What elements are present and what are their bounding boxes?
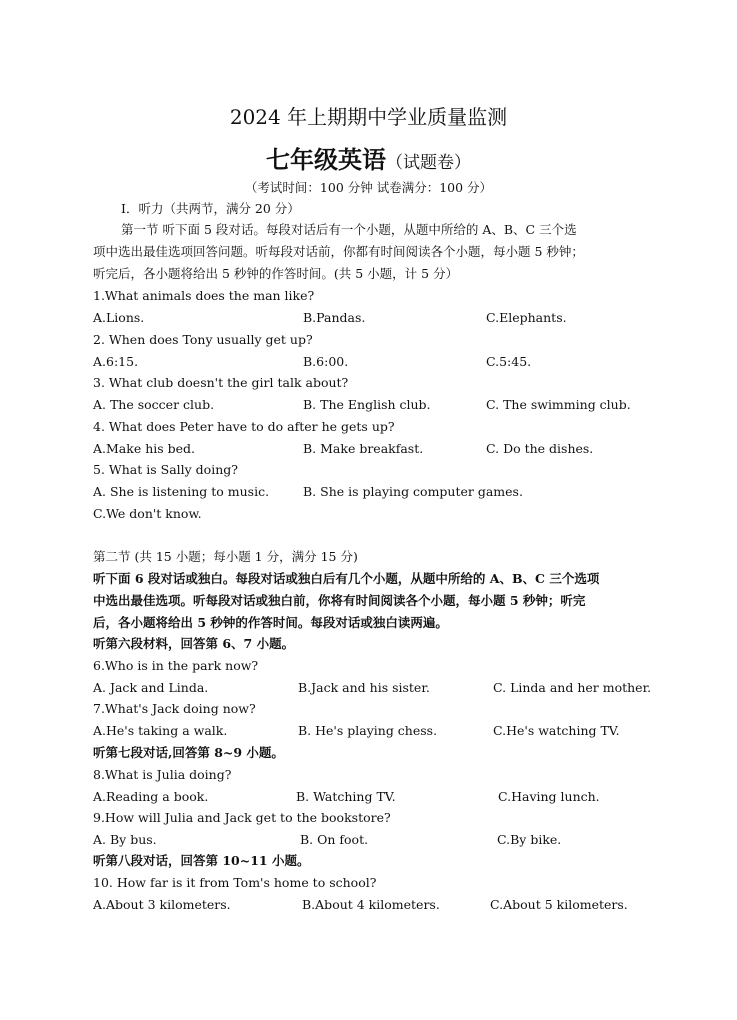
q7-option-c: C.He's watching TV. (493, 723, 620, 738)
question-5: 5. What is Sally doing? (93, 462, 238, 477)
exam-title: 2024 年上期期中学业质量监测 (229, 105, 508, 129)
question-2: 2. When does Tony usually get up? (93, 332, 313, 347)
q5-option-c: C.We don't know. (93, 506, 202, 521)
sec1-intro-line-3: 听完后，各小题将给出 5 秒钟的作答时间。(共 5 小题，计 5 分） (93, 266, 459, 281)
question-4: 4. What does Peter have to do after he gets up? (93, 419, 395, 434)
q5-option-a: A. She is listening to music. (93, 484, 270, 499)
sec2-heading: 第二节 (共 15 小题；每小题 1 分，满分 15 分) (93, 549, 358, 564)
q9-option-c: C.By bike. (497, 832, 562, 847)
q8-option-a: A.Reading a book. (93, 789, 209, 804)
q5-option-b: B. She is playing computer games. (303, 484, 523, 499)
question-8: 8.What is Julia doing? (93, 767, 232, 782)
q1-option-b: B.Pandas. (303, 310, 366, 325)
question-6: 6.Who is in the park now? (93, 658, 259, 673)
part1-heading: I．听力（共两节，满分 20 分） (121, 201, 300, 216)
q10-option-b: B.About 4 kilometers. (302, 897, 440, 912)
exam-info: （考试时间：100 分钟 试卷满分：100 分） (244, 180, 493, 195)
q8-option-b: B. Watching TV. (296, 789, 396, 804)
q10-option-a: A.About 3 kilometers. (93, 897, 231, 912)
sec1-intro-line-2: 项中选出最佳选项回答问题。听每段对话前，你都有时间阅读各个小题，每小题 5 秒钟； (93, 244, 584, 259)
q7-option-b: B. He's playing chess. (298, 723, 438, 738)
q8-option-c: C.Having lunch. (498, 789, 600, 804)
q10-option-c: C.About 5 kilometers. (490, 897, 628, 912)
question-9: 9.How will Julia and Jack get to the bookstore? (93, 810, 391, 825)
question-1: 1.What animals does the man like? (93, 288, 315, 303)
q7-option-a: A.He's taking a walk. (93, 723, 228, 738)
q6-option-a: A. Jack and Linda. (93, 680, 209, 695)
q2-option-a: A.6:15. (93, 354, 139, 369)
group-6-heading: 听第六段材料，回答第 6、7 小题。 (93, 636, 295, 651)
group-8-heading: 听第八段对话，回答第 10~11 小题。 (93, 853, 310, 868)
sec1-intro-line-1: 第一节 听下面 5 段对话。每段对话后有一个小题，从题中所给的 A、B、C 三个选 (121, 222, 577, 237)
q3-option-a: A. The soccer club. (93, 397, 215, 412)
q2-option-c: C.5:45. (486, 354, 532, 369)
sec2-intro-line-2: 中选出最佳选项。听每段对话或独白前，你将有时间阅读各个小题，每小题 5 秒钟；听完 (93, 593, 586, 608)
subject-subtitle: （试题卷） (386, 153, 471, 173)
subject-name: 七年级英语 (266, 145, 386, 174)
q4-option-b: B. Make breakfast. (303, 441, 424, 456)
subject-title (0, 145, 737, 178)
sec2-intro-line-1: 听下面 6 段对话或独白。每段对话或独白后有几个小题，从题中所给的 A、B、C 三个选项 (93, 571, 600, 586)
q6-option-c: C. Linda and her mother. (493, 680, 652, 695)
group-7-heading: 听第七段对话,回答第 8~9 小题。 (93, 745, 284, 760)
q9-option-b: B. On foot. (300, 832, 369, 847)
sec2-intro-line-3: 后，各小题将给出 5 秒钟的作答时间。每段对话或独白读两遍。 (93, 615, 448, 630)
question-3: 3. What club doesn't the girl talk about? (93, 375, 349, 390)
q3-option-b: B. The English club. (303, 397, 431, 412)
q6-option-b: B.Jack and his sister. (298, 680, 430, 695)
q1-option-a: A.Lions. (93, 310, 145, 325)
q1-option-c: C.Elephants. (486, 310, 567, 325)
question-10: 10. How far is it from Tom's home to school? (93, 875, 377, 890)
q4-option-c: C. Do the dishes. (486, 441, 594, 456)
question-7: 7.What's Jack doing now? (93, 701, 256, 716)
q9-option-a: A. By bus. (93, 832, 157, 847)
q3-option-c: C. The swimming club. (486, 397, 631, 412)
q2-option-b: B.6:00. (303, 354, 349, 369)
q4-option-a: A.Make his bed. (93, 441, 196, 456)
